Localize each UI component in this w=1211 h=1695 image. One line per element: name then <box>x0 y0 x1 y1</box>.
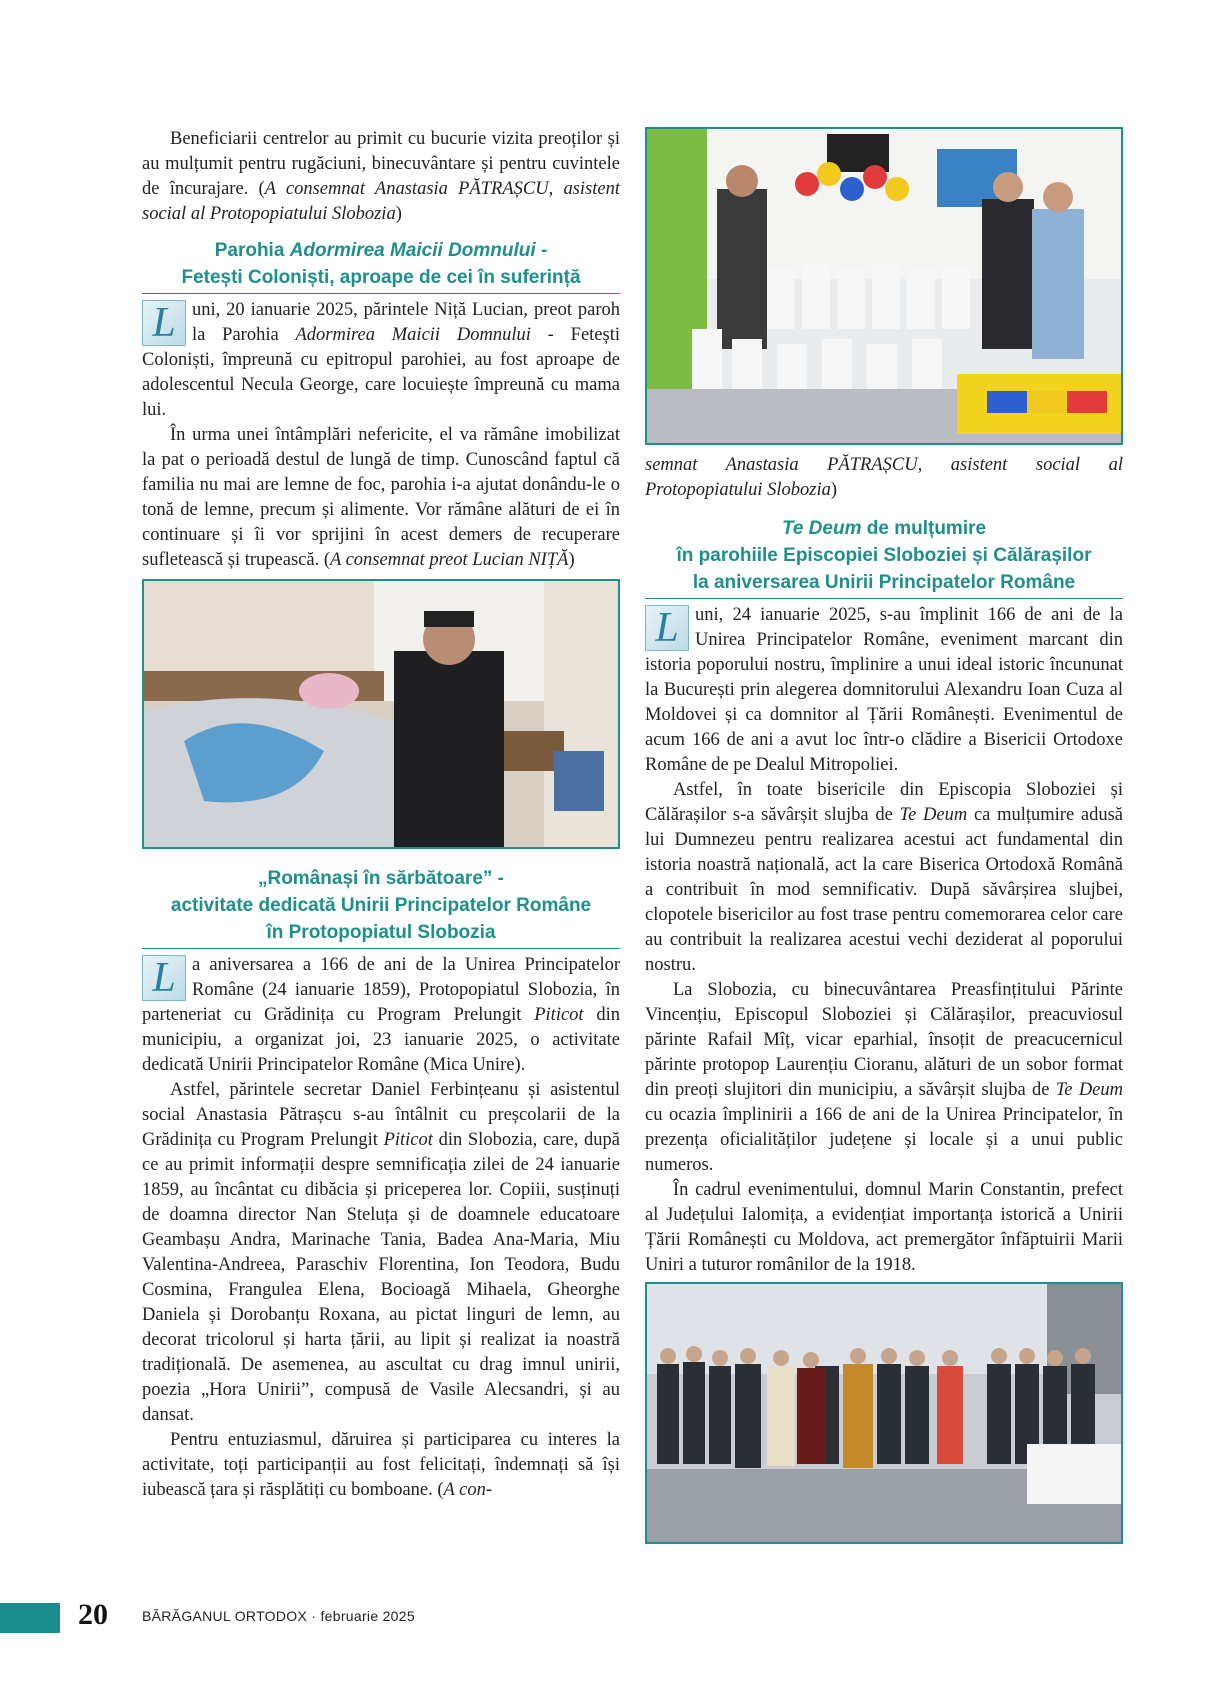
page-number: 20 <box>78 1598 108 1631</box>
article-fetesti-p2: În urma unei întâmplări nefericite, el va rămâne imobilizat la pat o perioadă destul de lungă de timp. Cunoscând faptul că familia nu mai are lemne de foc, parohia i-a ajutat donându-le o tonă de lemne, precum și alimente. Vor rămâne alături de ei în continuare și îi vor sprijini în acest demers de recuperare sufletească și trupească. (A consemnat preot Lucian NIȚĂ) <box>142 425 620 570</box>
article-heading-fetesti: Parohia Adormirea Maicii Domnului - Fetești Coloniști, aproape de cei în suferință <box>142 237 620 294</box>
drop-cap: L <box>142 300 186 346</box>
romanasi-signature-start: A con- <box>443 1480 493 1500</box>
photo-priest-bedside <box>142 579 620 849</box>
right-column <box>645 127 1123 1544</box>
article-fetesti-p1: L uni, 20 ianuarie 2025, părintele Niță Lucian, preot paroh la Parohia Adormirea Maicii Domnului - Fetești Coloniști, împreună cu epitropul parohiei, au fost aproape de adolescentul Necula George, care locuiește împreună cu mama lui. <box>142 300 620 420</box>
drop-cap: L <box>142 955 186 1001</box>
footer-accent-bar <box>0 1603 60 1633</box>
article-heading-te-deum: Te Deum de mulțumire în parohiile Episcopiei Sloboziei și Călărașilor la aniversarea Unirii Principatelor Române <box>645 515 1123 599</box>
article-romanasi-p2: Astfel, părintele secretar Daniel Ferbințeanu și asistentul social Anastasia Pătrașcu s-au întâlnit cu preșcolarii de la Grădinița cu Program Prelungit Piticot din Slobozia, care, după ce au primit informații despre semnificația zilei de 24 ianuarie 1859, au încântat cu dibăcia și priceperea lor. Copiii, susținuți de doamna director Nan Steluța și de doamnele educatoare Geambașu Andra, Marinache Tania, Badea Ana-Maria, Miu Valentina-Andreea, Paraschiv Florentina, Ion Teodora, Budu Cosmina, Frangulea Elena, Bocioagă Mihaela, Gheorghe Daniela și Dorobanțu Roxana, au pictat linguri de lemn, au decorat tricolorul și harta țării, au lipit și realizat ia noastră tradițională. De asemenea, au ascultat cu drag imnul unirii, poezia „Hora Unirii”, compusă de Vasile Alecsandri, și au dansat. <box>142 1080 620 1425</box>
intro-paragraph: Beneficiarii centrelor au primit cu bucurie vizita preoților și au mulțumit pentru rugăciuni, binecuvântare și pentru cuvintele de încurajare. (A consemnat Anastasia PĂTRAȘCU, asistent social al Protopopiatului Slobozia) <box>142 129 620 224</box>
article-te-deum-p3: La Slobozia, cu binecuvântarea Preasfințitului Părinte Vincențiu, Episcopul Sloboziei și Călărașilor, preacuviosul părinte Rafail Mîț, vicar eparhial, însoțit de preacucernicul părinte protopop Laurențiu Cioranu, alături de un sobor format din preoți slujitori din municipiu, a săvârșit slujba de Te Deum cu ocazia împlinirii a 166 de ani de la Unirea Principatelor, în prezența oficialităților județene și locale și a unui public numeros. <box>645 980 1124 1175</box>
romanasi-signature-end: semnat Anastasia PĂTRAȘCU, asistent social al Protopopiatului Slobozia) <box>645 455 1123 500</box>
drop-cap: L <box>645 605 689 651</box>
photo-kindergarten-children <box>645 127 1123 445</box>
article-heading-romanasi: „Românași în sărbătoare” - activitate dedicată Unirii Principatelor Române în Protopopiatul Slobozia <box>142 865 620 949</box>
article-te-deum-p1: L uni, 24 ianuarie 2025, s-au împlinit 166 de ani de la Unirea Principatelor Române, eveniment marcant din istoria poporului nostru, împlinire a unui ideal istoric încununat la București prin alegerea domnitorului Alexandru Ioan Cuza al Moldovei și ca domnitor al Țării Românești. Evenimentul de acum 166 de ani a avut loc într-o clădire a Bisericii Ortodoxe Române de pe Dealul Mitropoliei. <box>645 605 1123 775</box>
article-te-deum-p2: Astfel, în toate bisericile din Episcopia Sloboziei și Călărașilor s-a săvârșit slujba de Te Deum ca mulțumire adusă lui Dumnezeu pentru realizarea acestui act fundamental din istoria noastră națională, act la care Biserica Ortodoxă Română a contribuit în mod semnificativ. După săvârșirea slujbei, clopotele bisericilor au fost trase pentru comemorarea celor care au contribuit la realizarea acestui vechi deziderat al poporului nostru. <box>645 780 1124 975</box>
photo-te-deum-ceremony <box>645 1282 1123 1544</box>
article-romanasi-p1: L a aniversarea a 166 de ani de la Unirea Principatelor Române (24 ianuarie 1859), Protopopiatul Slobozia, în parteneriat cu Grădinița cu Program Prelungit Piticot din municipiu, a organizat joi, 23 ianuarie 2025, o activitate dedicată Unirii Principatelor Române (Mica Unire). <box>142 955 621 1075</box>
footer-publication: BĂRĂGANUL ORTODOX · februarie 2025 <box>142 1608 415 1624</box>
left-column <box>142 127 620 1503</box>
article-te-deum-p4: În cadrul evenimentului, domnul Marin Constantin, prefect al Județului Ialomița, a evidențiat importanța istorică a Unirii Țării Românești cu Moldova, act premergător înfăptuirii Marii Uniri a tuturor românilor de la 1918. <box>645 1180 1123 1275</box>
article-romanasi-p3: Pentru entuziasmul, dăruirea și participarea cu interes la activitate, toți participanții au fost felicitați, îndemnați să își iubească țara și răsplătiți cu bomboane. (A con- <box>142 1430 620 1500</box>
